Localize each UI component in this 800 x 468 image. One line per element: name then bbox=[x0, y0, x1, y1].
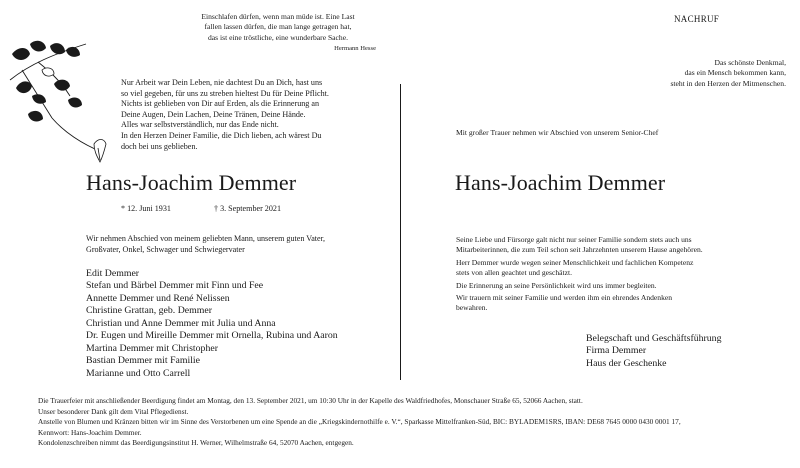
mourner-name: Christian und Anne Demmer mit Julia und Anna bbox=[86, 317, 276, 329]
mourner-name: Stefan und Bärbel Demmer mit Finn und Fee bbox=[86, 280, 264, 292]
notice-line: Anstelle von Blumen und Kränzen bitten wir im Sinne des Verstorbenen um eine Spende an die „Kriegskindernothilfe e. V.“, Sparkasse Mittelfranken-Süd, BIC: BYLADEM1SRS, IBAN: DE68 7645 0000 0430 0001 17, bbox=[38, 417, 681, 427]
mourner-name: Martina Demmer mit Christopher bbox=[86, 342, 218, 354]
verse-line: doch bei uns geblieben. bbox=[121, 141, 198, 151]
verse-line: In den Herzen Deiner Familie, die Dich lieben, ach wärest Du bbox=[121, 130, 322, 140]
quote-line: Das schönste Denkmal, bbox=[714, 58, 786, 67]
memorial-verse bbox=[121, 78, 383, 152]
mourner-name: Christine Grattan, geb. Demmer bbox=[86, 305, 212, 317]
mourner-name: Edit Demmer bbox=[86, 268, 140, 279]
tribute-paragraph bbox=[456, 281, 756, 291]
verse-line: Alles war selbstverständlich, nur das Ende nicht. bbox=[121, 120, 279, 130]
signature-line: Firma Demmer bbox=[586, 345, 647, 357]
funeral-notice bbox=[38, 396, 788, 449]
poem-line: fallen lassen dürfen, die man lange getragen hat, bbox=[204, 22, 352, 32]
deceased-name-family: Hans-Joachim Demmer bbox=[86, 170, 297, 195]
tribute-line: Herr Demmer wurde wegen seiner Menschlichkeit und fachlichen Kompetenz bbox=[456, 257, 694, 267]
quote-line: das ein Mensch bekommen kann, bbox=[684, 68, 786, 78]
memorial-quote bbox=[560, 58, 786, 89]
tribute-line: Mitarbeiterinnen, die zum Teil schon seit Jahrzehnten unserem Hause angehören. bbox=[456, 245, 703, 255]
tribute-paragraph bbox=[456, 293, 756, 314]
farewell-text bbox=[86, 234, 325, 255]
verse-line: Nichts ist geblieben von Dir auf Erden, als die Erinnerung an bbox=[121, 99, 320, 109]
tribute-line: Seine Liebe und Fürsorge galt nicht nur seiner Familie sondern stets auch uns bbox=[456, 235, 692, 244]
signature-line: Belegschaft und Geschäftsführung bbox=[586, 333, 722, 344]
verse-line: so viel gegeben, für uns zu streben hieltest Du für Deine Pflicht. bbox=[121, 88, 329, 98]
hesse-poem bbox=[172, 12, 384, 43]
tribute-line: Wir trauern mit seiner Familie und werden ihm ein ehrendes Andenken bbox=[456, 293, 673, 303]
tribute-line: stets von allen geachtet und geschätzt. bbox=[456, 268, 572, 278]
verse-line: Nur Arbeit war Dein Leben, nie dachtest Du an Dich, hast uns bbox=[121, 78, 323, 87]
mourner-name: Dr. Eugen und Mireille Demmer mit Ornella, Rubina und Aaron bbox=[86, 330, 338, 342]
company-tribute bbox=[456, 235, 756, 314]
poem-author: Hermann Hesse bbox=[334, 45, 376, 52]
death-date: † 3. September 2021 bbox=[214, 204, 281, 213]
mourner-name: Bastian Demmer mit Familie bbox=[86, 355, 201, 367]
deceased-name-company: Hans-Joachim Demmer bbox=[455, 170, 666, 195]
verse-line: Deine Augen, Dein Lachen, Deine Tränen, Deine Hände. bbox=[121, 109, 306, 119]
farewell-line: Wir nehmen Abschied von meinem geliebten Mann, unserem guten Vater, bbox=[86, 234, 326, 243]
mourners-list bbox=[86, 268, 338, 380]
poem-line: Einschlafen dürfen, wenn man müde ist. Eine Last bbox=[201, 12, 355, 21]
nachruf-header: NACHRUF bbox=[674, 14, 720, 24]
tribute-line: Die Erinnerung an seine Persönlichkeit wird uns immer begleiten. bbox=[456, 280, 657, 290]
birch-leaves-illustration bbox=[8, 40, 120, 170]
mourner-name: Marianne und Otto Carrell bbox=[86, 367, 191, 379]
poem-line: das ist eine tröstliche, eine wunderbare Sache. bbox=[207, 32, 348, 42]
notice-line: Kondolenzschreiben nimmt das Beerdigungsinstitut H. Werner, Wilhelmstraße 64, 52070 Aachen, entgegen. bbox=[38, 438, 354, 448]
notice-line: Kennwort: Hans-Joachim Demmer. bbox=[38, 427, 142, 437]
company-signature bbox=[586, 333, 721, 370]
birth-date: * 12. Juni 1931 bbox=[121, 204, 171, 213]
quote-line: steht in den Herzen der Mitmenschen. bbox=[670, 78, 786, 88]
notice-line: Unser besonderer Dank gilt dem Vital Pflegedienst. bbox=[38, 406, 189, 416]
signature-line: Haus der Geschenke bbox=[586, 357, 667, 369]
notice-line: Die Trauerfeier mit anschließender Beerdigung findet am Montag, den 13. September 2021, um 10:30 Uhr in der Kapelle des Waldfriedhofes, Monschauer Straße 65, 52066 Aachen, statt. bbox=[38, 396, 583, 405]
tribute-paragraph bbox=[456, 258, 756, 279]
column-divider bbox=[400, 84, 401, 380]
company-intro: Mit großer Trauer nehmen wir Abschied von unserem Senior-Chef bbox=[456, 128, 659, 137]
tribute-line: bewahren. bbox=[456, 303, 488, 313]
farewell-line: Großvater, Onkel, Schwager und Schwiegervater bbox=[86, 244, 245, 254]
tribute-paragraph bbox=[456, 235, 756, 256]
mourner-name: Annette Demmer und René Nelissen bbox=[86, 292, 230, 304]
